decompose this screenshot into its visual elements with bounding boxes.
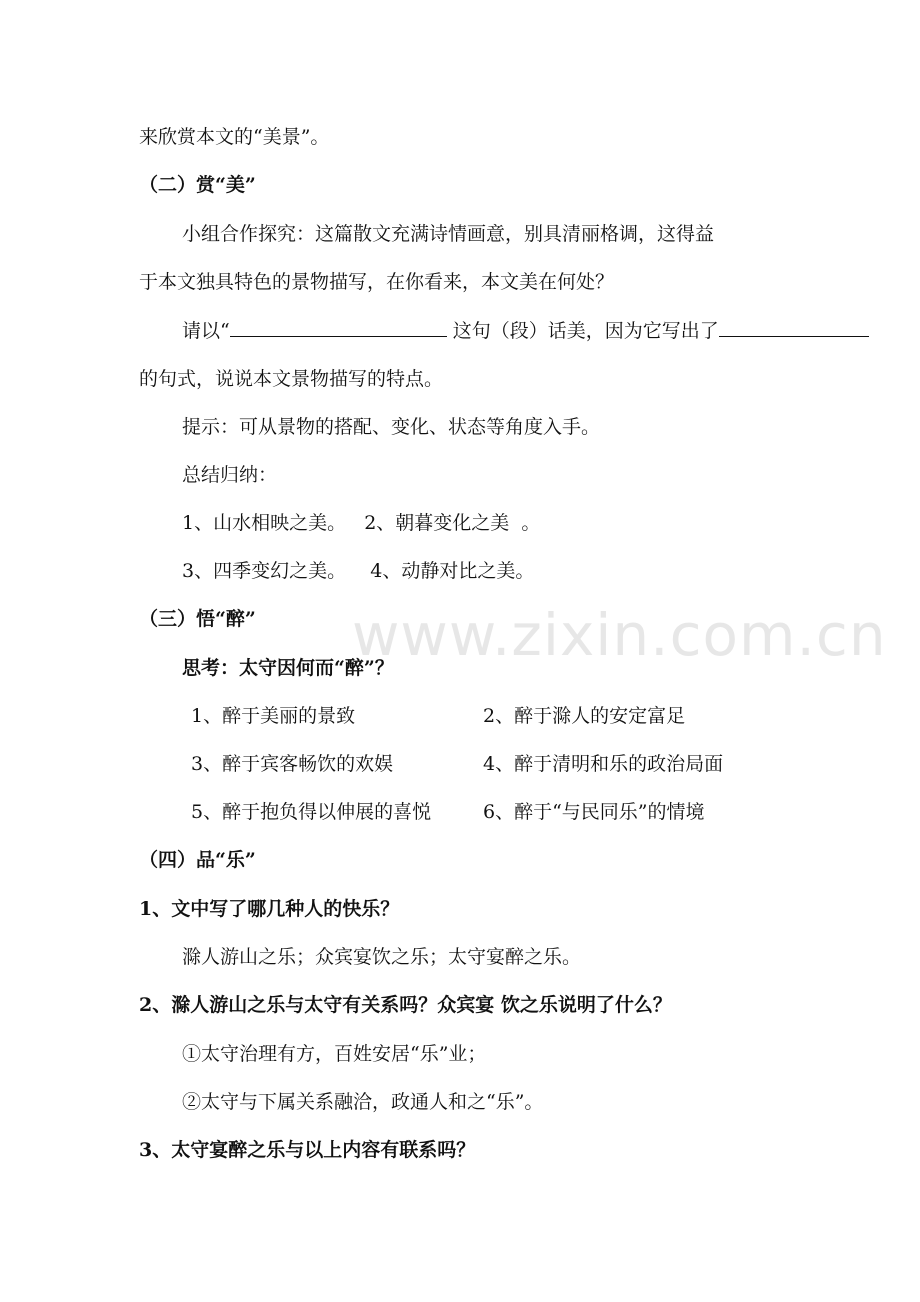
line-intro: 来欣赏本文的“美景”。 <box>139 126 330 148</box>
section-3-item-4: 4、醉于清明和乐的政治局面 <box>483 753 724 775</box>
section-3-item-1: 1、醉于美丽的景致 <box>191 705 356 727</box>
section-4-answer-2b: ②太守与下属关系融洽，政通人和之“乐”。 <box>182 1091 544 1113</box>
section-2-para-1a: 小组合作探究：这篇散文充满诗情画意，别具清丽格调，这得益 <box>182 223 715 245</box>
section-4-answer-2a: ①太守治理有方，百姓安居“乐”业； <box>182 1043 487 1065</box>
section-2-title: （二）赏“美” <box>139 174 256 196</box>
section-4-question-1: 1、文中写了哪几种人的快乐？ <box>139 898 400 920</box>
blank-2[interactable] <box>719 318 869 337</box>
section-3-item-5: 5、醉于抱负得以伸展的喜悦 <box>191 801 432 823</box>
section-4-answer-1: 滁人游山之乐；众宾宴饮之乐；太守宴醉之乐。 <box>182 946 582 968</box>
blank-1[interactable] <box>230 318 447 337</box>
section-4-question-2: 2、滁人游山之乐与太守有关系吗？众宾宴 饮之乐说明了什么？ <box>139 994 672 1016</box>
section-3-item-2: 2、醉于滁人的安定富足 <box>483 705 686 727</box>
fill-middle: 这句（段）话美，因为它写出了 <box>446 320 719 342</box>
section-2-hint: 提示：可从景物的搭配、变化、状态等角度入手。 <box>182 416 601 438</box>
section-3-item-3: 3、醉于宾客畅饮的欢娱 <box>191 753 394 775</box>
section-4-title: （四）品“乐” <box>139 849 256 871</box>
fill-prefix: 请以“ <box>182 320 230 342</box>
section-2-para-2b: 的句式，说说本文景物描写的特点。 <box>139 368 444 390</box>
section-2-para-1b: 于本文独具特色的景物描写，在你看来，本文美在何处？ <box>139 271 615 293</box>
section-2-items-3-4: 3、四季变幻之美。 4、动静对比之美。 <box>182 560 535 582</box>
section-3-item-6: 6、醉于“与民同乐”的情境 <box>483 801 705 823</box>
section-3-question: 思考：太守因何而“醉”？ <box>182 657 394 679</box>
section-2-fill-in-line <box>182 318 869 344</box>
watermark: www.zixin.com.cn <box>352 601 887 669</box>
section-2-items-1-2: 1、山水相映之美。 2、朝暮变化之美 。 <box>182 512 541 534</box>
section-2-summary-label: 总结归纳： <box>182 464 278 486</box>
section-3-title: （三）悟“醉” <box>139 608 256 630</box>
section-4-question-3: 3、太守宴醉之乐与以上内容有联系吗？ <box>139 1139 476 1161</box>
